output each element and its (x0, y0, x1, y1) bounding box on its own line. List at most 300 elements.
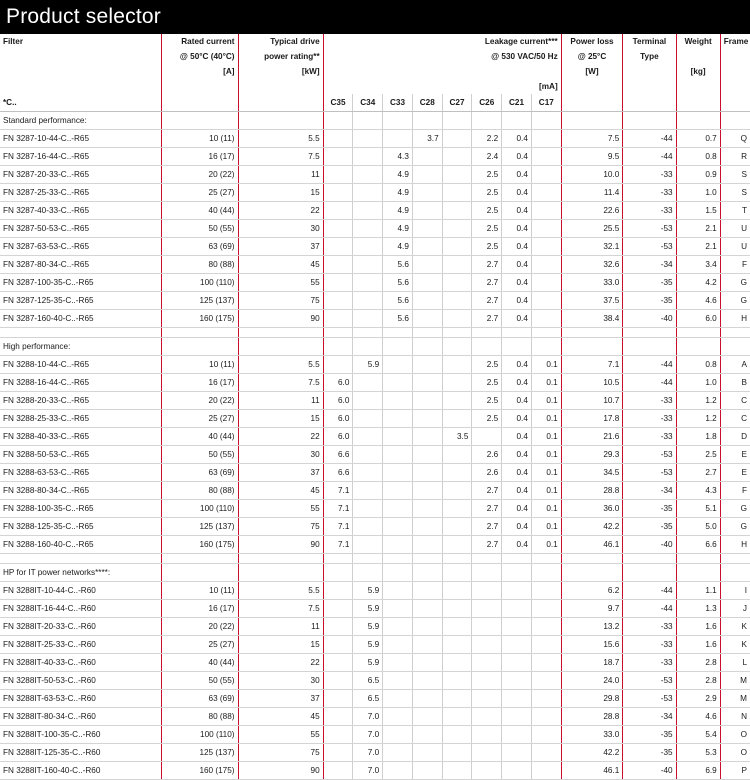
terminal-type: -33 (623, 392, 676, 410)
leakage-c33 (383, 518, 413, 536)
leakage-c35 (323, 690, 353, 708)
weight: 1.6 (676, 618, 720, 636)
leakage-c28 (412, 536, 442, 554)
leakage-c35: 7.1 (323, 500, 353, 518)
rated-current: 80 (88) (161, 708, 238, 726)
table-row (0, 310, 750, 328)
leakage-c28 (412, 618, 442, 636)
leakage-c17 (531, 238, 561, 256)
leakage-c33 (383, 654, 413, 672)
filter-name: FN 3288IT-20-33-C..-R60 (0, 618, 161, 636)
rated-current: 25 (27) (161, 636, 238, 654)
leakage-c21: 0.4 (502, 148, 532, 166)
leakage-c21 (502, 708, 532, 726)
header-leakage-current: Leakage current*** (323, 34, 561, 49)
filter-name: FN 3287-80-34-C..-R65 (0, 256, 161, 274)
leakage-c33 (383, 762, 413, 780)
frame: C (720, 410, 750, 428)
leakage-c33 (383, 410, 413, 428)
leakage-c27 (442, 672, 472, 690)
leakage-c34: 6.5 (353, 690, 383, 708)
frame: L (720, 654, 750, 672)
frame: C (720, 392, 750, 410)
leakage-c34 (353, 256, 383, 274)
power-loss: 24.0 (561, 672, 623, 690)
leakage-c33: 5.6 (383, 292, 413, 310)
leakage-c35 (323, 166, 353, 184)
leakage-c17 (531, 582, 561, 600)
leakage-c28 (412, 310, 442, 328)
filter-name: FN 3288IT-25-33-C..-R60 (0, 636, 161, 654)
filter-name: FN 3287-50-53-C..-R65 (0, 220, 161, 238)
leakage-c34: 7.0 (353, 726, 383, 744)
table-row (0, 356, 750, 374)
leakage-c27 (442, 482, 472, 500)
rated-current: 10 (11) (161, 356, 238, 374)
leakage-c35 (323, 654, 353, 672)
drive-power: 30 (238, 672, 323, 690)
terminal-type: -53 (623, 220, 676, 238)
filter-name: FN 3288IT-100-35-C..-R60 (0, 726, 161, 744)
leakage-c21: 0.4 (502, 464, 532, 482)
power-loss: 10.7 (561, 392, 623, 410)
spacer-row (0, 328, 750, 338)
leakage-c34: 5.9 (353, 582, 383, 600)
leakage-c27 (442, 392, 472, 410)
table-row (0, 518, 750, 536)
drive-power: 11 (238, 618, 323, 636)
weight: 3.4 (676, 256, 720, 274)
frame: G (720, 518, 750, 536)
leakage-c33: 4.9 (383, 202, 413, 220)
power-loss: 11.4 (561, 184, 623, 202)
table-row (0, 428, 750, 446)
table-row (0, 410, 750, 428)
filter-name: FN 3288-40-33-C..-R65 (0, 428, 161, 446)
leakage-c28 (412, 410, 442, 428)
drive-power: 45 (238, 708, 323, 726)
filter-name: FN 3287-160-40-C..-R65 (0, 310, 161, 328)
leakage-c28 (412, 582, 442, 600)
terminal-type: -33 (623, 166, 676, 184)
filter-name: FN 3288IT-80-34-C..-R60 (0, 708, 161, 726)
terminal-type: -35 (623, 518, 676, 536)
frame: G (720, 292, 750, 310)
weight: 0.9 (676, 166, 720, 184)
leakage-c35: 6.0 (323, 428, 353, 446)
rated-current: 125 (137) (161, 744, 238, 762)
leakage-c28 (412, 374, 442, 392)
table-body (0, 112, 750, 780)
leakage-c17: 0.1 (531, 518, 561, 536)
frame: H (720, 536, 750, 554)
leakage-c17 (531, 148, 561, 166)
weight: 0.7 (676, 130, 720, 148)
table-row (0, 726, 750, 744)
leakage-c35 (323, 726, 353, 744)
leakage-c26: 2.5 (472, 220, 502, 238)
frame: F (720, 256, 750, 274)
frame: E (720, 446, 750, 464)
drive-power: 75 (238, 744, 323, 762)
title-bar (0, 0, 750, 34)
power-loss: 29.8 (561, 690, 623, 708)
weight: 4.2 (676, 274, 720, 292)
filter-name: FN 3288-25-33-C..-R65 (0, 410, 161, 428)
filter-name: FN 3288-160-40-C..-R65 (0, 536, 161, 554)
drive-power: 5.5 (238, 356, 323, 374)
leakage-c35 (323, 582, 353, 600)
leakage-c33 (383, 672, 413, 690)
frame: U (720, 238, 750, 256)
drive-power: 11 (238, 166, 323, 184)
power-loss: 28.8 (561, 708, 623, 726)
weight: 2.7 (676, 464, 720, 482)
terminal-type: -53 (623, 238, 676, 256)
leakage-c34: 5.9 (353, 654, 383, 672)
filter-name: FN 3288IT-63-53-C..-R60 (0, 690, 161, 708)
table-row (0, 636, 750, 654)
drive-power: 15 (238, 636, 323, 654)
leakage-c21: 0.4 (502, 184, 532, 202)
leakage-c35: 6.0 (323, 392, 353, 410)
table-row (0, 374, 750, 392)
power-loss: 28.8 (561, 482, 623, 500)
leakage-c17 (531, 690, 561, 708)
leakage-c34 (353, 446, 383, 464)
leakage-c27 (442, 518, 472, 536)
leakage-c27 (442, 274, 472, 292)
terminal-type: -44 (623, 582, 676, 600)
leakage-c33 (383, 690, 413, 708)
power-loss: 7.5 (561, 130, 623, 148)
weight: 5.3 (676, 744, 720, 762)
power-loss: 6.2 (561, 582, 623, 600)
leakage-c35: 6.0 (323, 374, 353, 392)
leakage-c33: 5.6 (383, 274, 413, 292)
terminal-type: -44 (623, 148, 676, 166)
leakage-c28 (412, 292, 442, 310)
power-loss: 21.6 (561, 428, 623, 446)
power-loss: 9.7 (561, 600, 623, 618)
leakage-c17 (531, 130, 561, 148)
leakage-c26 (472, 672, 502, 690)
leakage-c35: 6.6 (323, 446, 353, 464)
leakage-c34: 6.5 (353, 672, 383, 690)
header-col-c27: C27 (442, 94, 472, 112)
table-row (0, 202, 750, 220)
leakage-c33 (383, 744, 413, 762)
table-row (0, 762, 750, 780)
leakage-c27 (442, 582, 472, 600)
frame: F (720, 482, 750, 500)
leakage-c28 (412, 238, 442, 256)
leakage-c26: 2.7 (472, 518, 502, 536)
leakage-c17: 0.1 (531, 464, 561, 482)
weight: 4.6 (676, 708, 720, 726)
leakage-c35: 6.0 (323, 410, 353, 428)
terminal-type: -33 (623, 428, 676, 446)
leakage-c27 (442, 148, 472, 166)
drive-power: 7.5 (238, 374, 323, 392)
leakage-c34 (353, 374, 383, 392)
power-loss: 42.2 (561, 744, 623, 762)
leakage-c34 (353, 482, 383, 500)
page-title: Product selector (6, 5, 161, 28)
leakage-c26 (472, 428, 502, 446)
filter-name: FN 3287-125-35-C..-R65 (0, 292, 161, 310)
leakage-c21: 0.4 (502, 274, 532, 292)
leakage-c27 (442, 464, 472, 482)
terminal-type: -35 (623, 744, 676, 762)
terminal-type: -44 (623, 600, 676, 618)
leakage-c35 (323, 148, 353, 166)
leakage-c27 (442, 744, 472, 762)
leakage-c21: 0.4 (502, 482, 532, 500)
drive-power: 37 (238, 690, 323, 708)
leakage-c35 (323, 220, 353, 238)
leakage-c27 (442, 238, 472, 256)
weight: 1.0 (676, 184, 720, 202)
drive-power: 37 (238, 464, 323, 482)
leakage-c34 (353, 518, 383, 536)
drive-power: 75 (238, 518, 323, 536)
frame: H (720, 310, 750, 328)
terminal-type: -33 (623, 654, 676, 672)
leakage-c34: 5.9 (353, 600, 383, 618)
drive-power: 22 (238, 654, 323, 672)
leakage-c17 (531, 184, 561, 202)
leakage-c26 (472, 744, 502, 762)
weight: 1.8 (676, 428, 720, 446)
power-loss: 33.0 (561, 274, 623, 292)
filter-name: FN 3288-63-53-C..-R65 (0, 464, 161, 482)
leakage-c21: 0.4 (502, 202, 532, 220)
leakage-c28 (412, 356, 442, 374)
header-drive-power-2: power rating** (238, 49, 323, 64)
rated-current: 80 (88) (161, 256, 238, 274)
filter-name: FN 3288IT-40-33-C..-R60 (0, 654, 161, 672)
frame: R (720, 148, 750, 166)
leakage-c35 (323, 762, 353, 780)
rated-current: 125 (137) (161, 518, 238, 536)
leakage-c33 (383, 500, 413, 518)
leakage-c33 (383, 708, 413, 726)
leakage-c21 (502, 654, 532, 672)
leakage-c35 (323, 356, 353, 374)
table-row (0, 220, 750, 238)
terminal-type: -44 (623, 374, 676, 392)
leakage-c26: 2.5 (472, 202, 502, 220)
rated-current: 160 (175) (161, 310, 238, 328)
weight: 1.2 (676, 410, 720, 428)
drive-power: 55 (238, 274, 323, 292)
frame: T (720, 202, 750, 220)
leakage-c33 (383, 636, 413, 654)
leakage-c27 (442, 654, 472, 672)
terminal-type: -40 (623, 536, 676, 554)
leakage-c28 (412, 166, 442, 184)
leakage-c28 (412, 672, 442, 690)
leakage-c26: 2.7 (472, 256, 502, 274)
table-row (0, 744, 750, 762)
leakage-c21 (502, 618, 532, 636)
terminal-type: -40 (623, 762, 676, 780)
leakage-c21: 0.4 (502, 310, 532, 328)
leakage-c34: 5.9 (353, 636, 383, 654)
leakage-c17: 0.1 (531, 428, 561, 446)
weight: 2.1 (676, 238, 720, 256)
rated-current: 25 (27) (161, 410, 238, 428)
leakage-c34 (353, 410, 383, 428)
leakage-c27 (442, 726, 472, 744)
leakage-c33 (383, 356, 413, 374)
leakage-c26: 2.7 (472, 536, 502, 554)
drive-power: 7.5 (238, 148, 323, 166)
leakage-c27 (442, 500, 472, 518)
weight: 1.1 (676, 582, 720, 600)
power-loss: 9.5 (561, 148, 623, 166)
drive-power: 90 (238, 536, 323, 554)
table-header (0, 34, 750, 112)
table-row (0, 654, 750, 672)
filter-name: FN 3288-20-33-C..-R65 (0, 392, 161, 410)
table-row (0, 582, 750, 600)
drive-power: 45 (238, 256, 323, 274)
header-col-c17: C17 (531, 94, 561, 112)
terminal-type: -33 (623, 636, 676, 654)
leakage-c28 (412, 202, 442, 220)
leakage-c26: 2.7 (472, 274, 502, 292)
header-weight-unit: [kg] (676, 64, 720, 79)
leakage-c26: 2.5 (472, 392, 502, 410)
rated-current: 20 (22) (161, 166, 238, 184)
leakage-c17: 0.1 (531, 536, 561, 554)
frame: K (720, 618, 750, 636)
leakage-c27 (442, 256, 472, 274)
header-col-c21: C21 (502, 94, 532, 112)
leakage-c35 (323, 744, 353, 762)
frame: J (720, 600, 750, 618)
header-rated-unit: [A] (161, 64, 238, 79)
header-col-c28: C28 (412, 94, 442, 112)
frame: G (720, 274, 750, 292)
leakage-c17 (531, 672, 561, 690)
rated-current: 10 (11) (161, 582, 238, 600)
weight: 0.8 (676, 356, 720, 374)
leakage-c28 (412, 428, 442, 446)
leakage-c17 (531, 726, 561, 744)
leakage-c35 (323, 202, 353, 220)
leakage-c17 (531, 744, 561, 762)
leakage-c35 (323, 310, 353, 328)
leakage-c21 (502, 726, 532, 744)
leakage-c34 (353, 202, 383, 220)
leakage-c35 (323, 672, 353, 690)
weight: 1.0 (676, 374, 720, 392)
table-row (0, 256, 750, 274)
leakage-c28 (412, 446, 442, 464)
section-title: High performance: (0, 338, 161, 356)
product-selector-table (0, 34, 750, 780)
rated-current: 40 (44) (161, 428, 238, 446)
power-loss: 29.3 (561, 446, 623, 464)
power-loss: 22.6 (561, 202, 623, 220)
leakage-c33: 4.9 (383, 166, 413, 184)
frame: S (720, 166, 750, 184)
leakage-c35: 7.1 (323, 536, 353, 554)
terminal-type: -40 (623, 310, 676, 328)
weight: 1.6 (676, 636, 720, 654)
leakage-c17: 0.1 (531, 392, 561, 410)
leakage-c17 (531, 274, 561, 292)
leakage-c21: 0.4 (502, 518, 532, 536)
leakage-c33 (383, 392, 413, 410)
leakage-c21 (502, 744, 532, 762)
terminal-type: -44 (623, 356, 676, 374)
section-row (0, 564, 750, 582)
rated-current: 20 (22) (161, 392, 238, 410)
leakage-c28 (412, 518, 442, 536)
filter-name: FN 3288-100-35-C..-R65 (0, 500, 161, 518)
leakage-c26 (472, 582, 502, 600)
frame: D (720, 428, 750, 446)
frame: O (720, 726, 750, 744)
drive-power: 75 (238, 292, 323, 310)
frame: P (720, 762, 750, 780)
leakage-c28 (412, 726, 442, 744)
leakage-c34 (353, 184, 383, 202)
filter-name: FN 3288-125-35-C..-R65 (0, 518, 161, 536)
leakage-c27 (442, 202, 472, 220)
header-power-loss-unit: [W] (561, 64, 623, 79)
drive-power: 7.5 (238, 600, 323, 618)
power-loss: 46.1 (561, 762, 623, 780)
leakage-c17 (531, 654, 561, 672)
leakage-c27 (442, 446, 472, 464)
drive-power: 5.5 (238, 130, 323, 148)
drive-power: 90 (238, 310, 323, 328)
terminal-type: -35 (623, 274, 676, 292)
leakage-c35 (323, 184, 353, 202)
header-col-c34: C34 (353, 94, 383, 112)
filter-name: FN 3287-100-35-C..-R65 (0, 274, 161, 292)
table-row (0, 184, 750, 202)
filter-name: FN 3287-10-44-C..-R65 (0, 130, 161, 148)
leakage-c27 (442, 292, 472, 310)
leakage-c27 (442, 410, 472, 428)
table-row (0, 618, 750, 636)
table-row (0, 148, 750, 166)
weight: 2.9 (676, 690, 720, 708)
leakage-c34 (353, 274, 383, 292)
leakage-c33 (383, 428, 413, 446)
section-title: HP for IT power networks****: (0, 564, 161, 582)
leakage-c35 (323, 274, 353, 292)
header-col-c35: C35 (323, 94, 353, 112)
frame: M (720, 690, 750, 708)
drive-power: 55 (238, 500, 323, 518)
leakage-c21: 0.4 (502, 256, 532, 274)
leakage-c26 (472, 690, 502, 708)
weight: 5.4 (676, 726, 720, 744)
power-loss: 36.0 (561, 500, 623, 518)
power-loss: 33.0 (561, 726, 623, 744)
leakage-c21: 0.4 (502, 356, 532, 374)
table-row (0, 536, 750, 554)
table-row (0, 600, 750, 618)
leakage-c17 (531, 220, 561, 238)
